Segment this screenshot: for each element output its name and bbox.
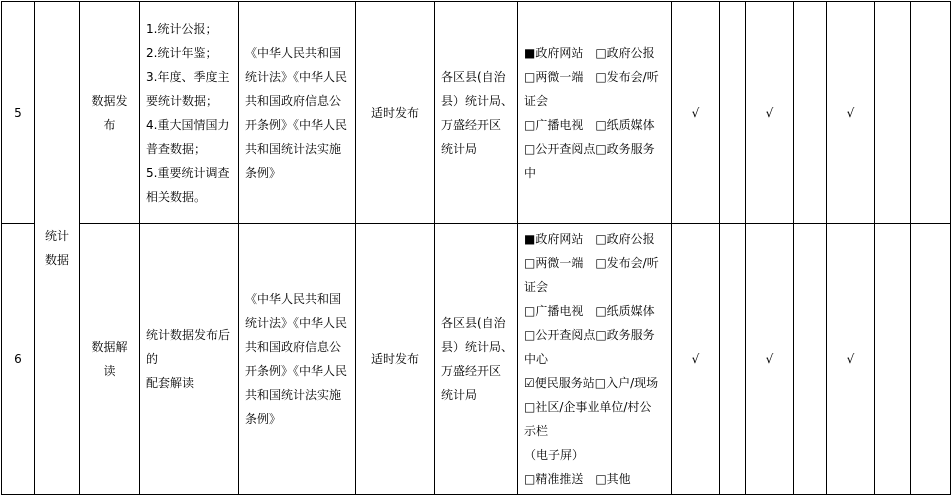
channel-line: □两微一端 □发布会/听 (524, 69, 659, 84)
check-mark: √ (672, 224, 720, 495)
category-cell (35, 2, 80, 495)
subject-cell (435, 224, 518, 495)
subject-cell (435, 2, 518, 224)
basis-line: 共和国统计法实施 (245, 141, 342, 156)
item-line: 数据解 (91, 340, 128, 354)
basis-line: 《中华人民共和国 (245, 292, 342, 306)
check-mark: √ (672, 2, 720, 224)
channel-line: □精准推送 □其他 (524, 472, 631, 486)
item-cell (80, 2, 140, 224)
content-line: 1.统计公报； (146, 21, 218, 36)
content-line: 3.年度、季度主 (146, 69, 230, 84)
basis-line: 共和国统计法实施 (245, 388, 342, 402)
channel-line: 证会 (524, 93, 549, 108)
content-line: 2.统计年鉴； (146, 45, 218, 60)
content-line: 的 (146, 352, 159, 366)
channel-line: □广播电视 □纸质媒体 (524, 117, 655, 132)
content-line: 5.重要统计调查 (146, 165, 230, 180)
disclosure-table (1, 1, 951, 495)
basis-line: 开条例》《中华人民 (245, 117, 348, 132)
table-row (2, 224, 951, 495)
table-row (2, 2, 951, 224)
basis-line: 共和国政府信息公 (245, 340, 342, 354)
check-mark: √ (827, 224, 875, 495)
subject-line: 万盛经开区 (441, 364, 502, 378)
check-mark (911, 224, 951, 495)
item-line: 数据发 (91, 93, 128, 108)
category-line: 数据 (44, 253, 69, 267)
subject-line: 县）统计局、 (441, 93, 514, 108)
basis-line: 《中华人民共和国 (245, 45, 342, 60)
timing-cell: 适时发布 (356, 2, 435, 224)
subject-line: 统计局 (441, 141, 478, 156)
item-cell (80, 224, 140, 495)
content-line: 4.重大国情国力 (146, 117, 230, 132)
check-mark: √ (827, 2, 875, 224)
check-mark (794, 2, 827, 224)
basis-line: 统计法》《中华人民 (245, 69, 348, 84)
check-mark (911, 2, 951, 224)
channel-line: □社区/企事业单位/村公 (524, 400, 652, 414)
timing-cell: 适时发布 (356, 224, 435, 495)
subject-line: 各区县(自治 (441, 69, 506, 84)
basis-line: 条例》 (245, 412, 282, 426)
check-mark (875, 2, 911, 224)
channel-line: 证会 (524, 280, 549, 294)
channel-line: ■政府网站 □政府公报 (524, 45, 655, 60)
basis-cell (239, 224, 356, 495)
check-mark: √ (746, 224, 794, 495)
content-line: 普查数据； (146, 141, 207, 156)
channel-line: （电子屏） (524, 448, 585, 462)
row-index: 5 (2, 2, 35, 224)
item-line: 布 (103, 117, 116, 132)
channel-line: □公开查阅点□政务服务 (524, 328, 655, 342)
channel-line: ☑便民服务站□入户/现场 (524, 376, 659, 390)
subject-line: 县）统计局、 (441, 340, 514, 354)
check-mark (720, 224, 746, 495)
subject-line: 各区县(自治 (441, 316, 506, 330)
content-cell (140, 2, 239, 224)
channel-line: 中心 (524, 352, 549, 366)
channel-line: □公开查阅点□政务服务 (524, 141, 655, 156)
channel-line: 示栏 (524, 424, 549, 438)
channel-line: □两微一端 □发布会/听 (524, 256, 659, 270)
check-mark: √ (746, 2, 794, 224)
channel-cell (518, 2, 672, 224)
basis-line: 条例》 (245, 165, 282, 180)
channel-line: ■政府网站 □政府公报 (524, 232, 655, 246)
category-line: 统计 (44, 229, 69, 243)
check-mark (794, 224, 827, 495)
basis-line: 开条例》《中华人民 (245, 364, 348, 378)
content-line: 统计数据发布后 (146, 328, 231, 342)
check-mark (875, 224, 911, 495)
item-line: 读 (103, 364, 116, 378)
content-line: 配套解读 (146, 376, 195, 390)
subject-line: 万盛经开区 (441, 117, 502, 132)
basis-line: 统计法》《中华人民 (245, 316, 348, 330)
content-line: 要统计数据； (146, 93, 219, 108)
content-line: 相关数据。 (146, 189, 207, 204)
row-index: 6 (2, 224, 35, 495)
basis-cell (239, 2, 356, 224)
subject-line: 统计局 (441, 388, 478, 402)
channel-line: 中 (524, 165, 537, 180)
check-mark (720, 2, 746, 224)
channel-line: □广播电视 □纸质媒体 (524, 304, 655, 318)
channel-cell (518, 224, 672, 495)
content-cell (140, 224, 239, 495)
basis-line: 共和国政府信息公 (245, 93, 342, 108)
